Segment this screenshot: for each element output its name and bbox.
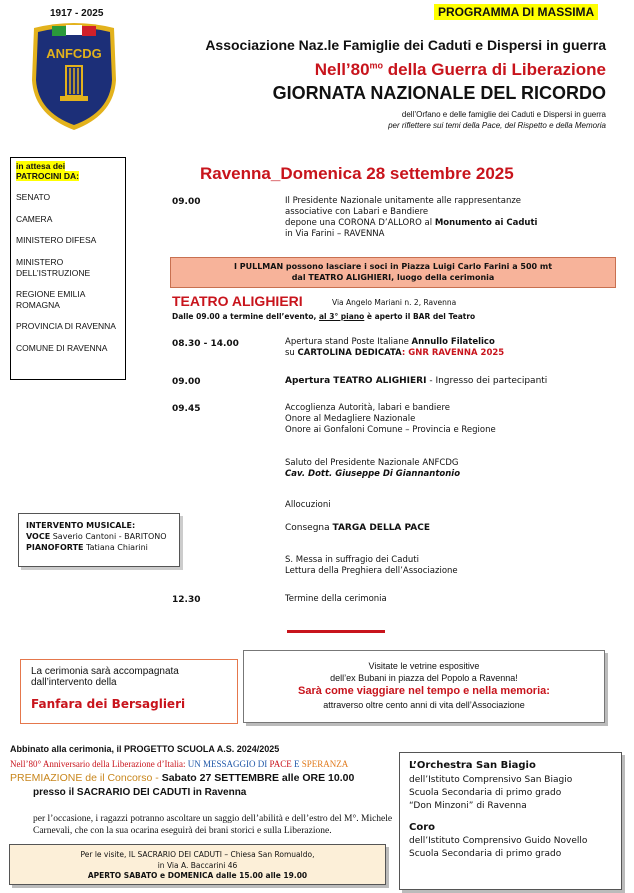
patronage-box [10, 157, 126, 380]
years-label: 1917 - 2025 [50, 8, 104, 19]
visite-box: Per le visite, IL SACRARIO DEI CADUTI – Chiesa San Romualdo, in Via A. Baccarini 46 APERTO SABATO e DOMENICA dalle 15.00 alle 19.00 [9, 844, 386, 885]
event-saluto: Saluto del Presidente Nazionale ANFCDG Cav. Dott. Giuseppe Di Giannantonio [285, 458, 461, 480]
patronage-item: PROVINCIA DI RAVENNA [16, 321, 116, 332]
event-apertura: Apertura TEATRO ALIGHIERI - Ingresso dei partecipanti [285, 376, 548, 386]
divider-line [287, 630, 385, 633]
event-title: Ravenna_Domenica 28 settembre 2025 [200, 164, 514, 183]
patronage-heading: in attesa dei PATROCINI DA: [16, 161, 79, 181]
music-box: INTERVENTO MUSICALE: VOCE Saverio Cantoni - BARITONO PIANOFORTE Tatiana Chiarini [18, 513, 180, 567]
association-name: Associazione Naz.le Famiglie dei Caduti e Dispersi in guerra [205, 37, 606, 53]
event-allocuzioni: Allocuzioni [285, 500, 331, 510]
event-termine: Termine della cerimonia [285, 594, 387, 604]
event-accoglienza: Accoglienza Autorità, labari e bandiere Onore al Medagliere Nazionale Onore ai Gonfaloni Comune – Provincia e Regione [285, 403, 496, 436]
patronage-item: REGIONE EMILIA ROMAGNA [16, 289, 85, 310]
subtitle-1: dell’Orfano e delle famiglie dei Caduti e Dispersi in guerra [401, 110, 606, 119]
teatro-heading: TEATRO ALIGHIERI [172, 293, 303, 309]
time-label: 09.00 [172, 197, 201, 207]
subtitle-2: per riflettere sui temi della Pace, del Rispetto e della Memoria [388, 121, 606, 130]
event-messa: S. Messa in suffragio dei Caduti Lettura della Preghiera dell’Associazione [285, 555, 458, 577]
patronage-item: CAMERA [16, 213, 53, 224]
svg-text:ANFCDG: ANFCDG [46, 46, 102, 61]
page-title: GIORNATA NAZIONALE DEL RICORDO [272, 83, 606, 103]
progetto-scuola-heading: Abbinato alla cerimonia, il PROGETTO SCUOLA A.S. 2024/2025 [10, 744, 280, 754]
patronage-item: COMUNE DI RAVENNA [16, 343, 108, 353]
war-heading: $Nell’80^{mo}$ della Guerra di Liberazione [314, 60, 606, 79]
premiazione-line: PREMIAZIONE de il Concorso - Sabato 27 SETTEMBRE alle ORE 10.00 [10, 772, 355, 784]
patronage-item: SENATO [16, 192, 51, 202]
time-label: 09.00 [172, 377, 201, 387]
pullman-notice: I PULLMAN possono lasciare i soci in Piazza Luigi Carlo Farini a 500 mt dal TEATRO ALIGHIERI, luogo della cerimonia [170, 257, 616, 288]
time-label: 08.30 - 14.00 [172, 339, 239, 349]
ocarina-text: per l’occasione, i ragazzi potranno ascoltare un saggio dell’abilità e dell’estro del M°. Michele Carnevali, che con la sua ocarina eseguirà dei brani storici e sulla Liberazione. [33, 814, 393, 836]
vetrine-box: Visitate le vetrine espositive dell’ex Bubani in piazza del Popolo a Ravenna! Sarà come viaggiare nel tempo e nella memoria: attraverso oltre cento anni di vita dell’Associazione [243, 650, 605, 723]
sacrario-line: presso il SACRARIO DEI CADUTI in Ravenna [33, 787, 247, 798]
time-label: 12.30 [172, 595, 201, 605]
patronage-item: MINISTERO DIFESA [16, 235, 97, 246]
patronage-item: MINISTERO DELL’ISTRUZIONE [16, 256, 91, 278]
event-corona: Il Presidente Nazionale unitamente alle rappresentanze associative con Labari e Bandiere depone una CORONA D’ALLORO al Monumento ai Caduti in Via Farini – RAVENNA [285, 196, 538, 240]
teatro-address: Via Angelo Mariani n. 2, Ravenna [332, 298, 457, 307]
fanfara-box: La cerimonia sarà accompagnata dall’intervento della Fanfara dei Bersaglieri [20, 659, 238, 724]
event-consegna: Consegna TARGA DELLA PACE [285, 523, 431, 533]
messaggio-line: Nell’80° Anniversario della Liberazione d’Italia: UN MESSAGGIO DI PACE E SPERANZA [10, 759, 349, 769]
time-label: 09.45 [172, 404, 201, 414]
anfcdg-logo [24, 20, 124, 132]
event-poste: Apertura stand Poste Italiane Annullo Filatelico su CARTOLINA DEDICATA: GNR RAVENNA 2025 [285, 337, 505, 359]
programma-badge: PROGRAMMA DI MASSIMA [434, 4, 598, 20]
teatro-note: Dalle 09.00 a termine dell’evento, al 3° piano è aperto il BAR del Teatro [172, 312, 476, 321]
orchestra-box: L’Orchestra San Biagio dell’Istituto Comprensivo San Biagio Scuola Secondaria di primo grado “Don Minzoni” di Ravenna Coro dell’Istituto Comprensivo Guido Novello Scuola Secondaria di primo grado [399, 752, 622, 890]
